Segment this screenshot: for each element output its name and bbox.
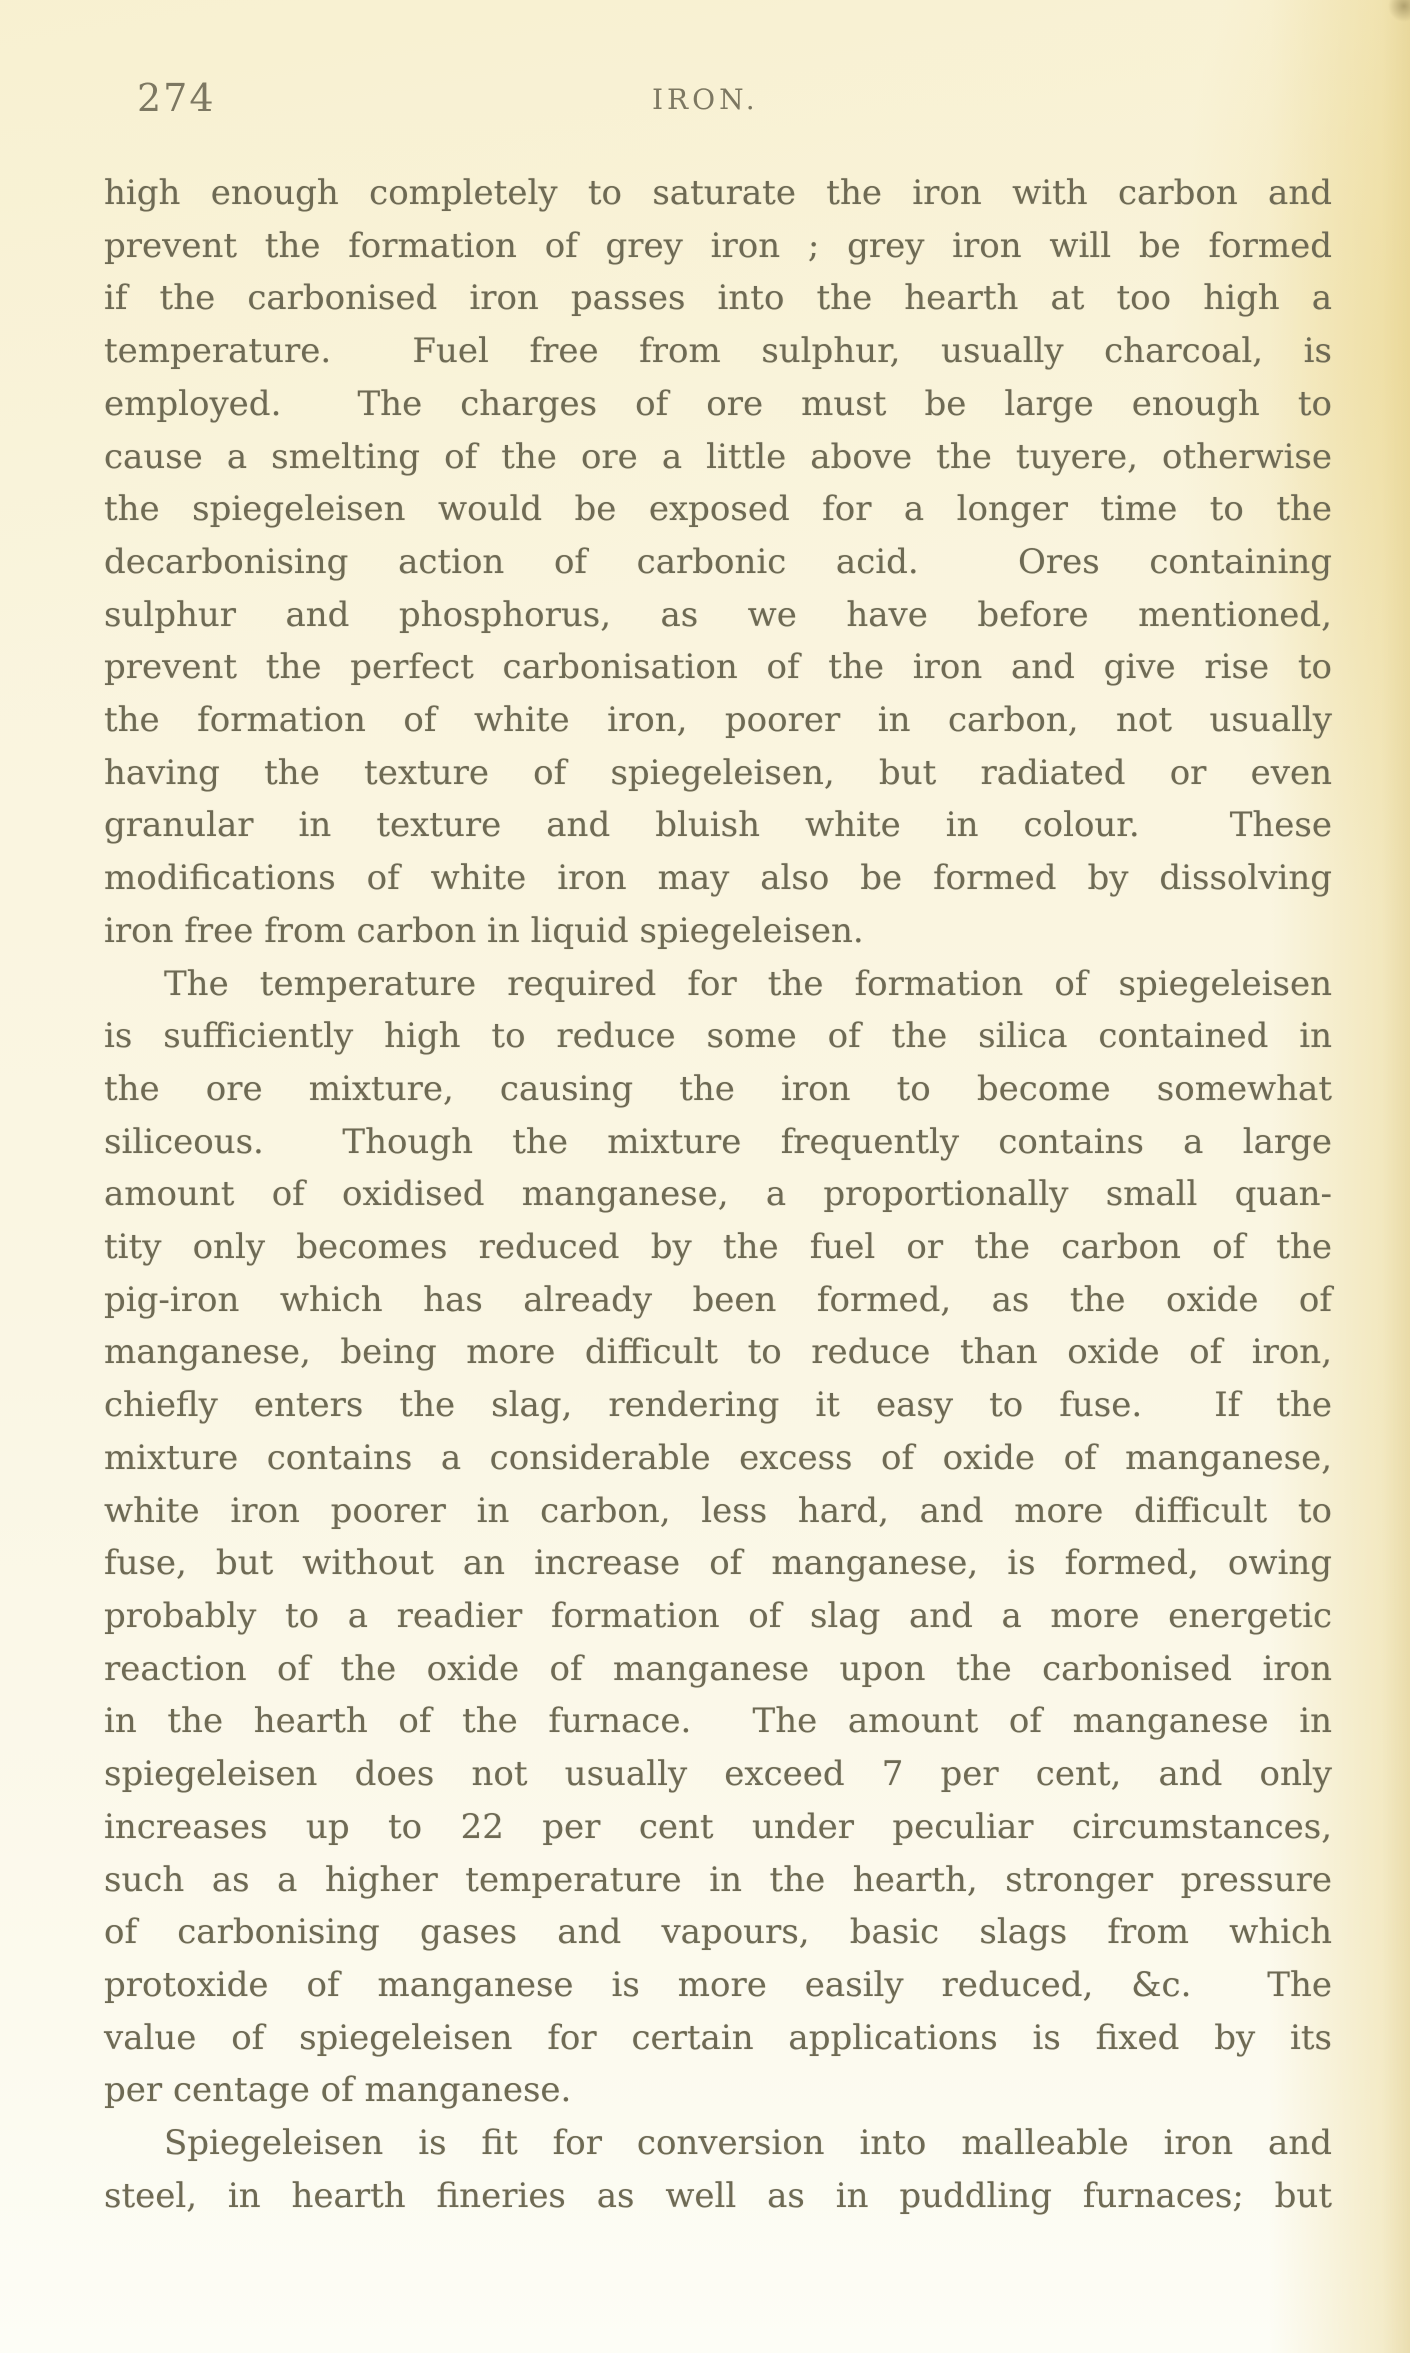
- text-line: iron free from carbon in liquid spiegeleisen.: [104, 910, 864, 951]
- text-line: temperature. Fuel free from sulphur, usually charcoal, is: [104, 331, 1332, 372]
- text-line: reaction of the oxide of manganese upon the carbonised iron: [104, 1648, 1332, 1689]
- text-line: cause a smelting of the ore a little above the tuyere, otherwise: [104, 436, 1332, 477]
- text-line: manganese, being more difficult to reduce than oxide of iron,: [104, 1332, 1332, 1373]
- text-line: sulphur and phosphorus, as we have before mentioned,: [104, 594, 1332, 635]
- text-line: the ore mixture, causing the iron to become somewhat: [104, 1068, 1332, 1109]
- text-line: fuse, but without an increase of manganese, is formed, owing: [104, 1543, 1332, 1584]
- text-line: chiefly enters the slag, rendering it easy to fuse. If the: [104, 1385, 1332, 1426]
- text-line: tity only becomes reduced by the fuel or the carbon of the: [104, 1227, 1332, 1268]
- text-line: granular in texture and bluish white in colour. These: [104, 805, 1332, 846]
- text-line: steel, in hearth fineries as well as in puddling furnaces; but: [104, 2175, 1332, 2216]
- running-head: IRON.: [652, 83, 759, 116]
- text-line: amount of oxidised manganese, a proportionally small quan-: [104, 1174, 1332, 1215]
- text-line: modifications of white iron may also be formed by dissolving: [104, 858, 1332, 899]
- text-line: the spiegeleisen would be exposed for a longer time to the: [104, 489, 1332, 530]
- text-line: decarbonising action of carbonic acid. Ores containing: [104, 541, 1332, 582]
- text-line: pig-iron which has already been formed, as the oxide of: [104, 1279, 1332, 1320]
- text-line: white iron poorer in carbon, less hard, and more difficult to: [104, 1490, 1332, 1531]
- text-line: probably to a readier formation of slag and a more energetic: [104, 1595, 1332, 1636]
- page-number: 274: [137, 76, 216, 120]
- text-line: prevent the perfect carbonisation of the iron and give rise to: [104, 647, 1332, 688]
- text-line: is sufficiently high to reduce some of the silica contained in: [104, 1016, 1332, 1057]
- text-line: The temperature required for the formation of spiegeleisen: [164, 963, 1332, 1004]
- text-line: value of spiegeleisen for certain applications is fixed by its: [104, 2017, 1332, 2058]
- text-line: high enough completely to saturate the iron with carbon and: [104, 173, 1332, 213]
- text-line: employed. The charges of ore must be large enough to: [104, 383, 1332, 424]
- text-line: having the texture of spiegeleisen, but radiated or even: [104, 752, 1332, 793]
- text-line: spiegeleisen does not usually exceed 7 per cent, and only: [104, 1754, 1332, 1795]
- text-line: mixture contains a considerable excess of oxide of manganese,: [104, 1437, 1332, 1478]
- text-line: protoxide of manganese is more easily reduced, &c. The: [104, 1964, 1332, 2005]
- text-line: prevent the formation of grey iron ; grey iron will be formed: [104, 225, 1332, 266]
- text-line: siliceous. Though the mixture frequently contains a large: [104, 1121, 1332, 1162]
- text-line: per centage of manganese.: [104, 2070, 572, 2111]
- text-line: Spiegeleisen is fit for conversion into malleable iron and: [164, 2123, 1332, 2164]
- text-line: in the hearth of the furnace. The amount of manganese in: [104, 1701, 1332, 1742]
- text-line: of carbonising gases and vapours, basic slags from which: [104, 1912, 1332, 1953]
- text-line: if the carbonised iron passes into the hearth at too high a: [104, 278, 1332, 319]
- text-line: the formation of white iron, poorer in carbon, not usually: [104, 700, 1332, 741]
- body-text: [104, 167, 1332, 2222]
- text-line: increases up to 22 per cent under peculiar circumstances,: [104, 1806, 1332, 1847]
- page-header: [0, 0, 1410, 150]
- text-line: such as a higher temperature in the hearth, stronger pressure: [104, 1859, 1332, 1900]
